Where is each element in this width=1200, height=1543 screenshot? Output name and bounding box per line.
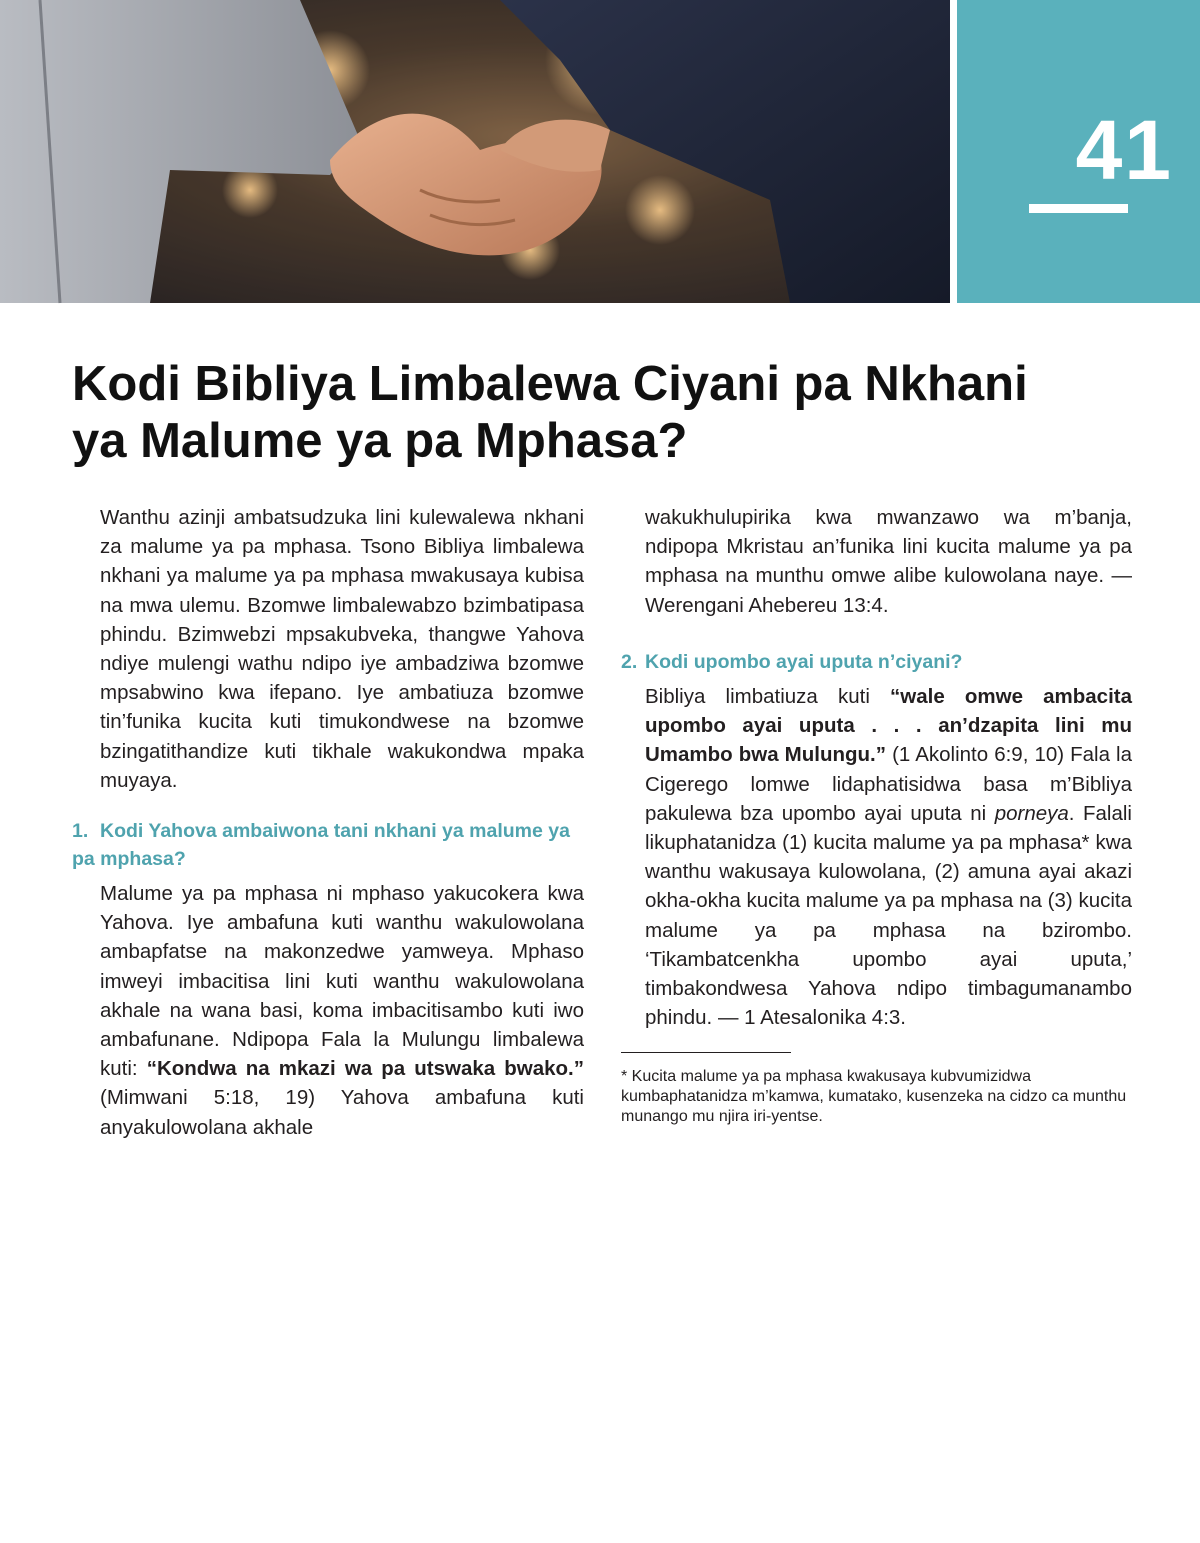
answer-1-paragraph bbox=[100, 879, 584, 1142]
question-1-number: 1. bbox=[72, 820, 89, 843]
question-2-text: Kodi upombo ayai uputa n’ciyani? bbox=[645, 651, 963, 673]
title-line-1: Kodi Bibliya Limbalewa Ciyani pa Nkhani bbox=[72, 357, 1028, 411]
right-column bbox=[621, 648, 1133, 1127]
answer-2-text-a: Bibliya limbatiuza kuti bbox=[645, 685, 891, 708]
lesson-number: 41 bbox=[1075, 103, 1173, 197]
answer-2-text-e: . Falali likuphatanidza (1) kucita malume ya pa mphasa* kwa wanthu wakusaya kulowolana, (2) amuna ayai akazi okha-okha kucita malume ya pa mphasa na (3) kucita malume ya pa mphasa na bzirombo. ‘Tikambatcenkha upombo ayai uputa,’ timbakondwesa Yahova ndipo timbagumanambo phindu. — 1 Atesalonika 4:3. bbox=[645, 801, 1132, 1030]
answer-2-term-porneya: porneya bbox=[994, 801, 1069, 825]
question-2-heading bbox=[621, 648, 1132, 676]
answer-1-text-c: (Mimwani 5:18, 19) Yahova ambafuna kuti anyakulowolana akhale bbox=[100, 1086, 584, 1139]
left-column bbox=[72, 503, 584, 1142]
lesson-number-box bbox=[957, 0, 1200, 303]
answer-2-text-c: (1 Akolinto 6:9, 10) Fala la Cigerego lomwe lidaphatisidwa basa m’Bibliya pakulewa bza upombo ayai uputa ni bbox=[645, 743, 1133, 825]
answer-1-text-a: Malume ya pa mphasa ni mphaso yakucokera kwa Yahova. Iye ambafuna kuti wanthu wakulowolana ambapfatse na makonzedwe yamweya. Mphaso imweyi imbacitisa lini kuti wanthu wakulowolana akhale na wana basi, koma imbacitisambo kuti iwo ambafunane. Ndipopa Fala la Mulungu limbalewa kuti: bbox=[100, 882, 584, 1081]
answer-2-paragraph bbox=[645, 682, 1132, 1032]
page-title bbox=[72, 356, 1132, 470]
intro-paragraph: Wanthu azinji ambatsudzuka lini kulewalewa nkhani za malume ya pa mphasa. Tsono Bibliya limbalewa nkhani ya malume ya pa mphasa mwakusaya kubisa na mwa ulemu. Bzomwe limbalewabzo bzimbatipasa phindu. Bzimwebzi mpsakubveka, thangwe Yahova ndiye mulengi wathu ndipo iye ambadziwa bzomwe mpsabwino kwa ifepano. Iye ambatiuza bzomwe tin’funika kucita kuti timukondwese na bzomwe bzingatithandize kuti tikhale wakukondwa mpaka muyaya. bbox=[100, 506, 584, 792]
answer-1-continuation: wakukhulupirika kwa mwanzawo wa m’banja, ndipopa Mkristau an’funika lini kucita malume ya pa mphasa na munthu omwe alibe kulowolana naye. — Werengani Ahebereu 13:4. bbox=[645, 506, 1132, 617]
question-2-number: 2. bbox=[621, 651, 638, 673]
footnote: * Kucita malume ya pa mphasa kwakusaya kubvumizidwa kumbaphatanidza m’kamwa, kumatako, kusenzeka na cidzo ca munthu munango mu njira iri-yentse. bbox=[621, 1068, 1127, 1126]
holding-hands-illustration bbox=[0, 0, 950, 303]
question-1-heading bbox=[72, 817, 584, 873]
answer-2-quote: “wale omwe ambacita upombo ayai uputa . . . an’dzapita lini mu Umambo bwa Mulungu.” bbox=[645, 685, 1132, 767]
answer-1-quote: “Kondwa na mkazi wa pa utswaka bwako.” bbox=[146, 1057, 584, 1081]
footnote-divider bbox=[621, 1052, 791, 1053]
title-line-2: ya Malume ya pa Mphasa? bbox=[72, 414, 688, 468]
lesson-number-underline bbox=[1029, 204, 1128, 213]
question-1-text: Kodi Yahova ambaiwona tani nkhani ya malume ya pa mphasa? bbox=[72, 820, 570, 871]
hero-photo-holding-hands bbox=[0, 0, 950, 303]
